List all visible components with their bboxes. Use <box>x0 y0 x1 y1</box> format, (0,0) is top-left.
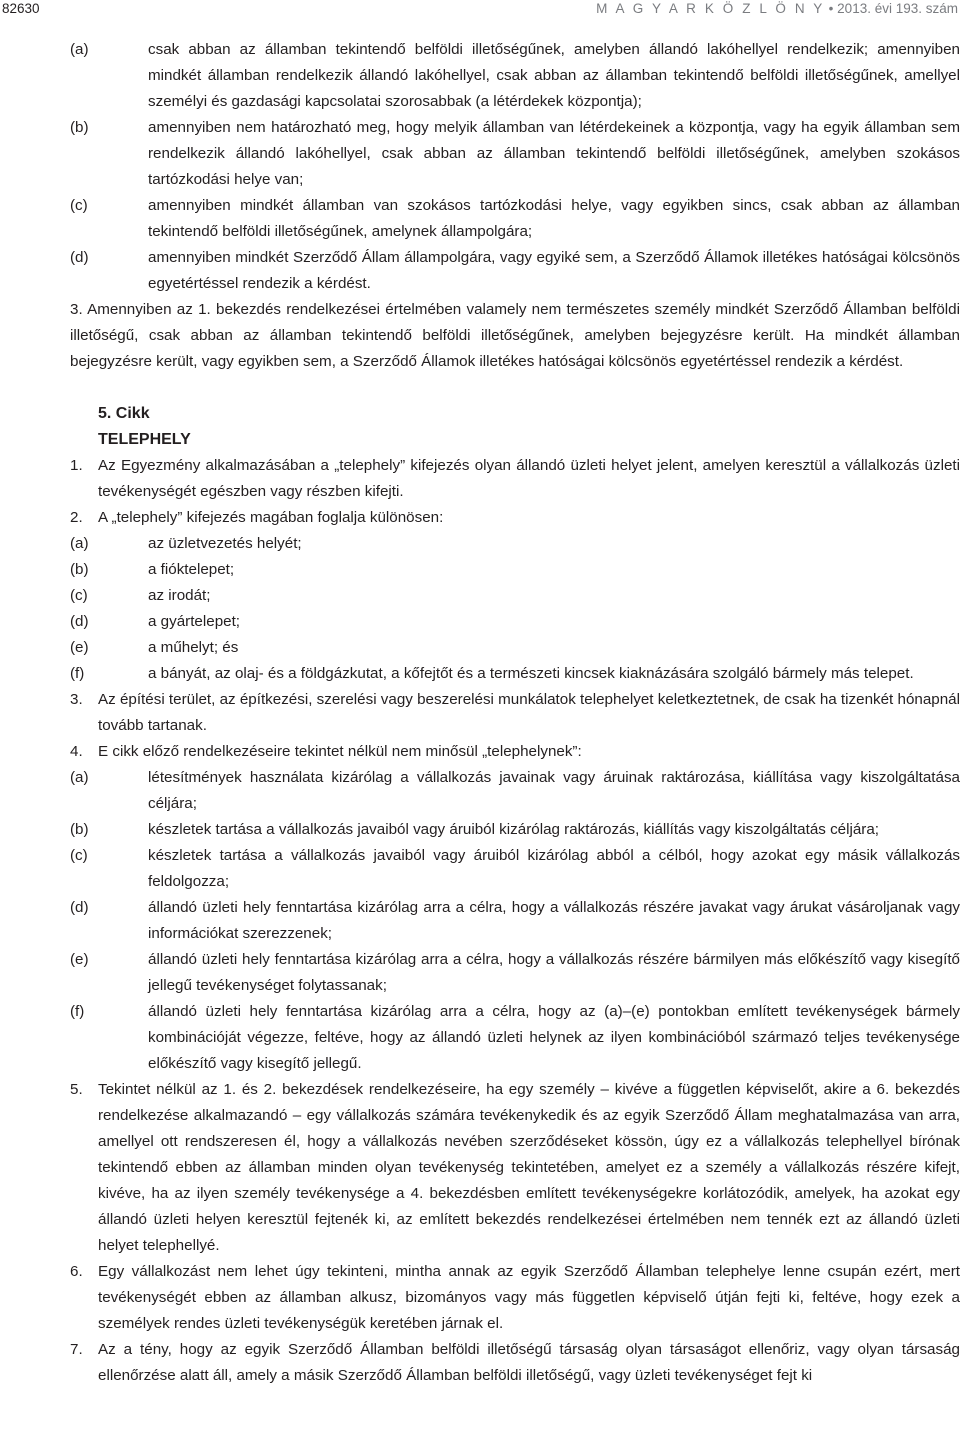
page-number: 82630 <box>2 1 40 16</box>
list-item <box>70 635 960 661</box>
header-separator: • <box>828 1 834 16</box>
list-item <box>70 661 960 687</box>
item-label: (e) <box>70 951 89 968</box>
paragraph-label: 6. <box>70 1263 83 1280</box>
paragraph-text: E cikk előző rendelkezéseire tekintet nélkül nem minősül „telephelynek”: <box>98 743 582 760</box>
item-text: állandó üzleti hely fenntartása kizárólag arra a célra, hogy az (a)–(e) pontokban említett tevékenységek bármely kombinációját végezze, feltéve, hogy az állandó üzleti helynek az ilyen kombinációból származó teljes tevékenysége előkészítő vagy kisegítő jellegű. <box>148 1003 960 1072</box>
article-paragraph-2 <box>70 505 960 531</box>
item-label: (a) <box>70 769 89 786</box>
paragraph-text: Tekintet nélkül az 1. és 2. bekezdések rendelkezéseire, ha egy személy – kivéve a független képviselőt, akire a 6. bekezdés rendelkezése alkalmazandó – egy vállalkozás számára tevékenykedik és az egyik Szerződő Állam meghatalmazása van arra, amellyel ott rendszeresen él, hogy a vállalkozás nevében szerződéseket kössön, úgy ez a vállalkozás telephellyel bírónak tekintendő ebben az államban minden olyan tevékenység tekintetében, amelyet ez a személy a vállalkozás részére kifejt, kivéve, ha az ilyen személy tevékenysége a 4. bekezdésben említett tevékenységekre korlátozódik, amelyek, ha azokat egy állandó üzleti helyen keresztül fejtenék ki, az említett bekezdés rendelkezései értelmében nem tennék ezt az állandó üzleti helyet telephellyé. <box>98 1081 960 1254</box>
paragraph-text: Egy vállalkozást nem lehet úgy tekinteni, mintha annak az egyik Szerződő Államban telephelye lenne csupán ezért, mert tevékenységét ebben az államban alkusz, bizományos vagy más független képviselő útján fejti ki, feltéve, hogy ezek a személyek rendes üzleti tevékenységük keretében járnak el. <box>98 1263 960 1332</box>
item-text: készletek tartása a vállalkozás javaiból vagy áruiból kizárólag raktározás, kiállítás vagy kiszolgáltatás céljára; <box>148 821 880 838</box>
paragraph-text: Amennyiben az 1. bekezdés rendelkezései értelmében valamely nem természetes személy mindkét Szerződő Államban belföldi illetőségű, csak abban az államban tekintendő belföldi illetőségűnek, amelyben bejegyzésre került. Ha mindkét államban bejegyzésre került, vagy egyikben sem, a Szerződő Államok illetékes hatóságai kölcsönös egyetértéssel rendezik a kérdést. <box>70 301 960 370</box>
list-item <box>70 115 960 193</box>
paragraph-label: 2. <box>70 509 83 526</box>
item-text: létesítmények használata kizárólag a vállalkozás javainak vagy áruinak raktározása, kiállítása vagy kiszolgáltatása céljára; <box>148 769 960 812</box>
paragraph-label: 1. <box>70 457 83 474</box>
paragraph-3 <box>70 297 960 375</box>
item-label: (b) <box>70 561 89 578</box>
paragraph-label: 7. <box>70 1341 83 1358</box>
item-text: állandó üzleti hely fenntartása kizárólag arra a célra, hogy a vállalkozás részére bármilyen más előkészítő vagy kisegítő jellegű tevékenységet folytassanak; <box>148 951 960 994</box>
item-label: (c) <box>70 587 88 604</box>
list-item <box>70 895 960 947</box>
item-label: (a) <box>70 535 89 552</box>
page-header <box>0 0 960 22</box>
list-item <box>70 765 960 817</box>
list-item <box>70 947 960 999</box>
article-paragraph-7 <box>70 1337 960 1389</box>
item-label: (f) <box>70 1003 85 1020</box>
list-item <box>70 999 960 1077</box>
paragraph-text: A „telephely” kifejezés magában foglalja különösen: <box>98 509 444 526</box>
item-label: (f) <box>70 665 85 682</box>
paragraph-label: 3. <box>70 691 83 708</box>
list-item <box>70 843 960 895</box>
item-text: amennyiben mindkét Szerződő Állam állampolgára, vagy egyiké sem, a Szerződő Államok illetékes hatóságai kölcsönös egyetértéssel rendezik a kérdést. <box>148 249 960 292</box>
paragraph-text: Az Egyezmény alkalmazásában a „telephely” kifejezés olyan állandó üzleti helyet jelent, amelyen keresztül a vállalkozás üzleti tevékenységét egészben vagy részben kifejti. <box>98 457 960 500</box>
list-item <box>70 37 960 115</box>
list-item <box>70 557 960 583</box>
item-text: állandó üzleti hely fenntartása kizárólag arra a célra, hogy a vállalkozás részére javakat vagy árukat vásároljanak vagy információkat szerezzenek; <box>148 899 960 942</box>
document-body <box>70 37 960 1389</box>
item-text: az irodát; <box>148 587 211 604</box>
running-head <box>596 1 958 17</box>
article-paragraph-5 <box>70 1077 960 1259</box>
item-text: a bányát, az olaj- és a földgázkutat, a kőfejtőt és a természeti kincsek kiaknázására szolgáló bármely más telepet. <box>148 665 914 682</box>
item-text: a fióktelepet; <box>148 561 235 578</box>
item-label: (d) <box>70 249 89 266</box>
item-label: (b) <box>70 821 89 838</box>
list-item <box>70 609 960 635</box>
article-number: 5. Cikk <box>98 405 150 422</box>
item-label: (e) <box>70 639 89 656</box>
paragraph-label: 3. <box>70 301 83 318</box>
list-item <box>70 583 960 609</box>
item-text: amennyiben nem határozható meg, hogy melyik államban van létérdekeinek a központja, vagy ha egyik államban sem rendelkezik állandó lakóhellyel, csak abban az államban tekintendő belföldi illetőségűnek, amelyben szokásos tartózkodási helye van; <box>148 119 960 188</box>
list-item <box>70 817 960 843</box>
item-label: (c) <box>70 197 88 214</box>
article-title: TELEPHELY <box>98 431 191 448</box>
article-paragraph-4 <box>70 739 960 765</box>
article-paragraph-3 <box>70 687 960 739</box>
item-text: amennyiben mindkét államban van szokásos tartózkodási helye, vagy egyikben sincs, csak abban az államban tekintendő belföldi illetőségűnek, amelynek állampolgára; <box>148 197 960 240</box>
issue-label: 2013. évi 193. szám <box>837 1 958 16</box>
paragraph-text: Az építési terület, az építkezési, szerelési vagy beszerelési munkálatok telephelyet keletkeztetnek, de csak ha tizenkét hónapnál tovább tartanak. <box>98 691 960 734</box>
item-text: csak abban az államban tekintendő belföldi illetőségűnek, amelyben állandó lakóhellyel rendelkezik; amennyiben mindkét államban rendelkezik állandó lakóhellyel, csak abban az államban tekintendő belföldi illetőségűnek, amellyel személyi és gazdasági kapcsolatai szorosabbak (a létérdekek központja); <box>148 41 960 110</box>
paragraph-label: 5. <box>70 1081 83 1098</box>
paragraph-text: Az a tény, hogy az egyik Szerződő Államban belföldi illetőségű társaság olyan társaságot ellenőriz, vagy olyan társaság ellenőrzése alatt áll, amely a másik Szerződő Államban belföldi illetőségű, vagy üzleti tevékenységet fejt ki <box>98 1341 960 1384</box>
paragraph-label: 4. <box>70 743 83 760</box>
article-paragraph-6 <box>70 1259 960 1337</box>
publication-title: M A G Y A R K Ö Z L Ö N Y <box>596 1 825 16</box>
item-label: (d) <box>70 613 89 630</box>
list-item <box>70 193 960 245</box>
item-text: az üzletvezetés helyét; <box>148 535 302 552</box>
item-text: készletek tartása a vállalkozás javaiból vagy áruiból kizárólag abból a célból, hogy azokat egy másik vállalkozás feldolgozza; <box>148 847 960 890</box>
item-label: (a) <box>70 41 89 58</box>
item-label: (d) <box>70 899 89 916</box>
item-label: (b) <box>70 119 89 136</box>
item-text: a gyártelepet; <box>148 613 241 630</box>
list-item <box>70 531 960 557</box>
item-label: (c) <box>70 847 88 864</box>
list-item <box>70 245 960 297</box>
article-paragraph-1 <box>70 453 960 505</box>
item-text: a műhelyt; és <box>148 639 239 656</box>
